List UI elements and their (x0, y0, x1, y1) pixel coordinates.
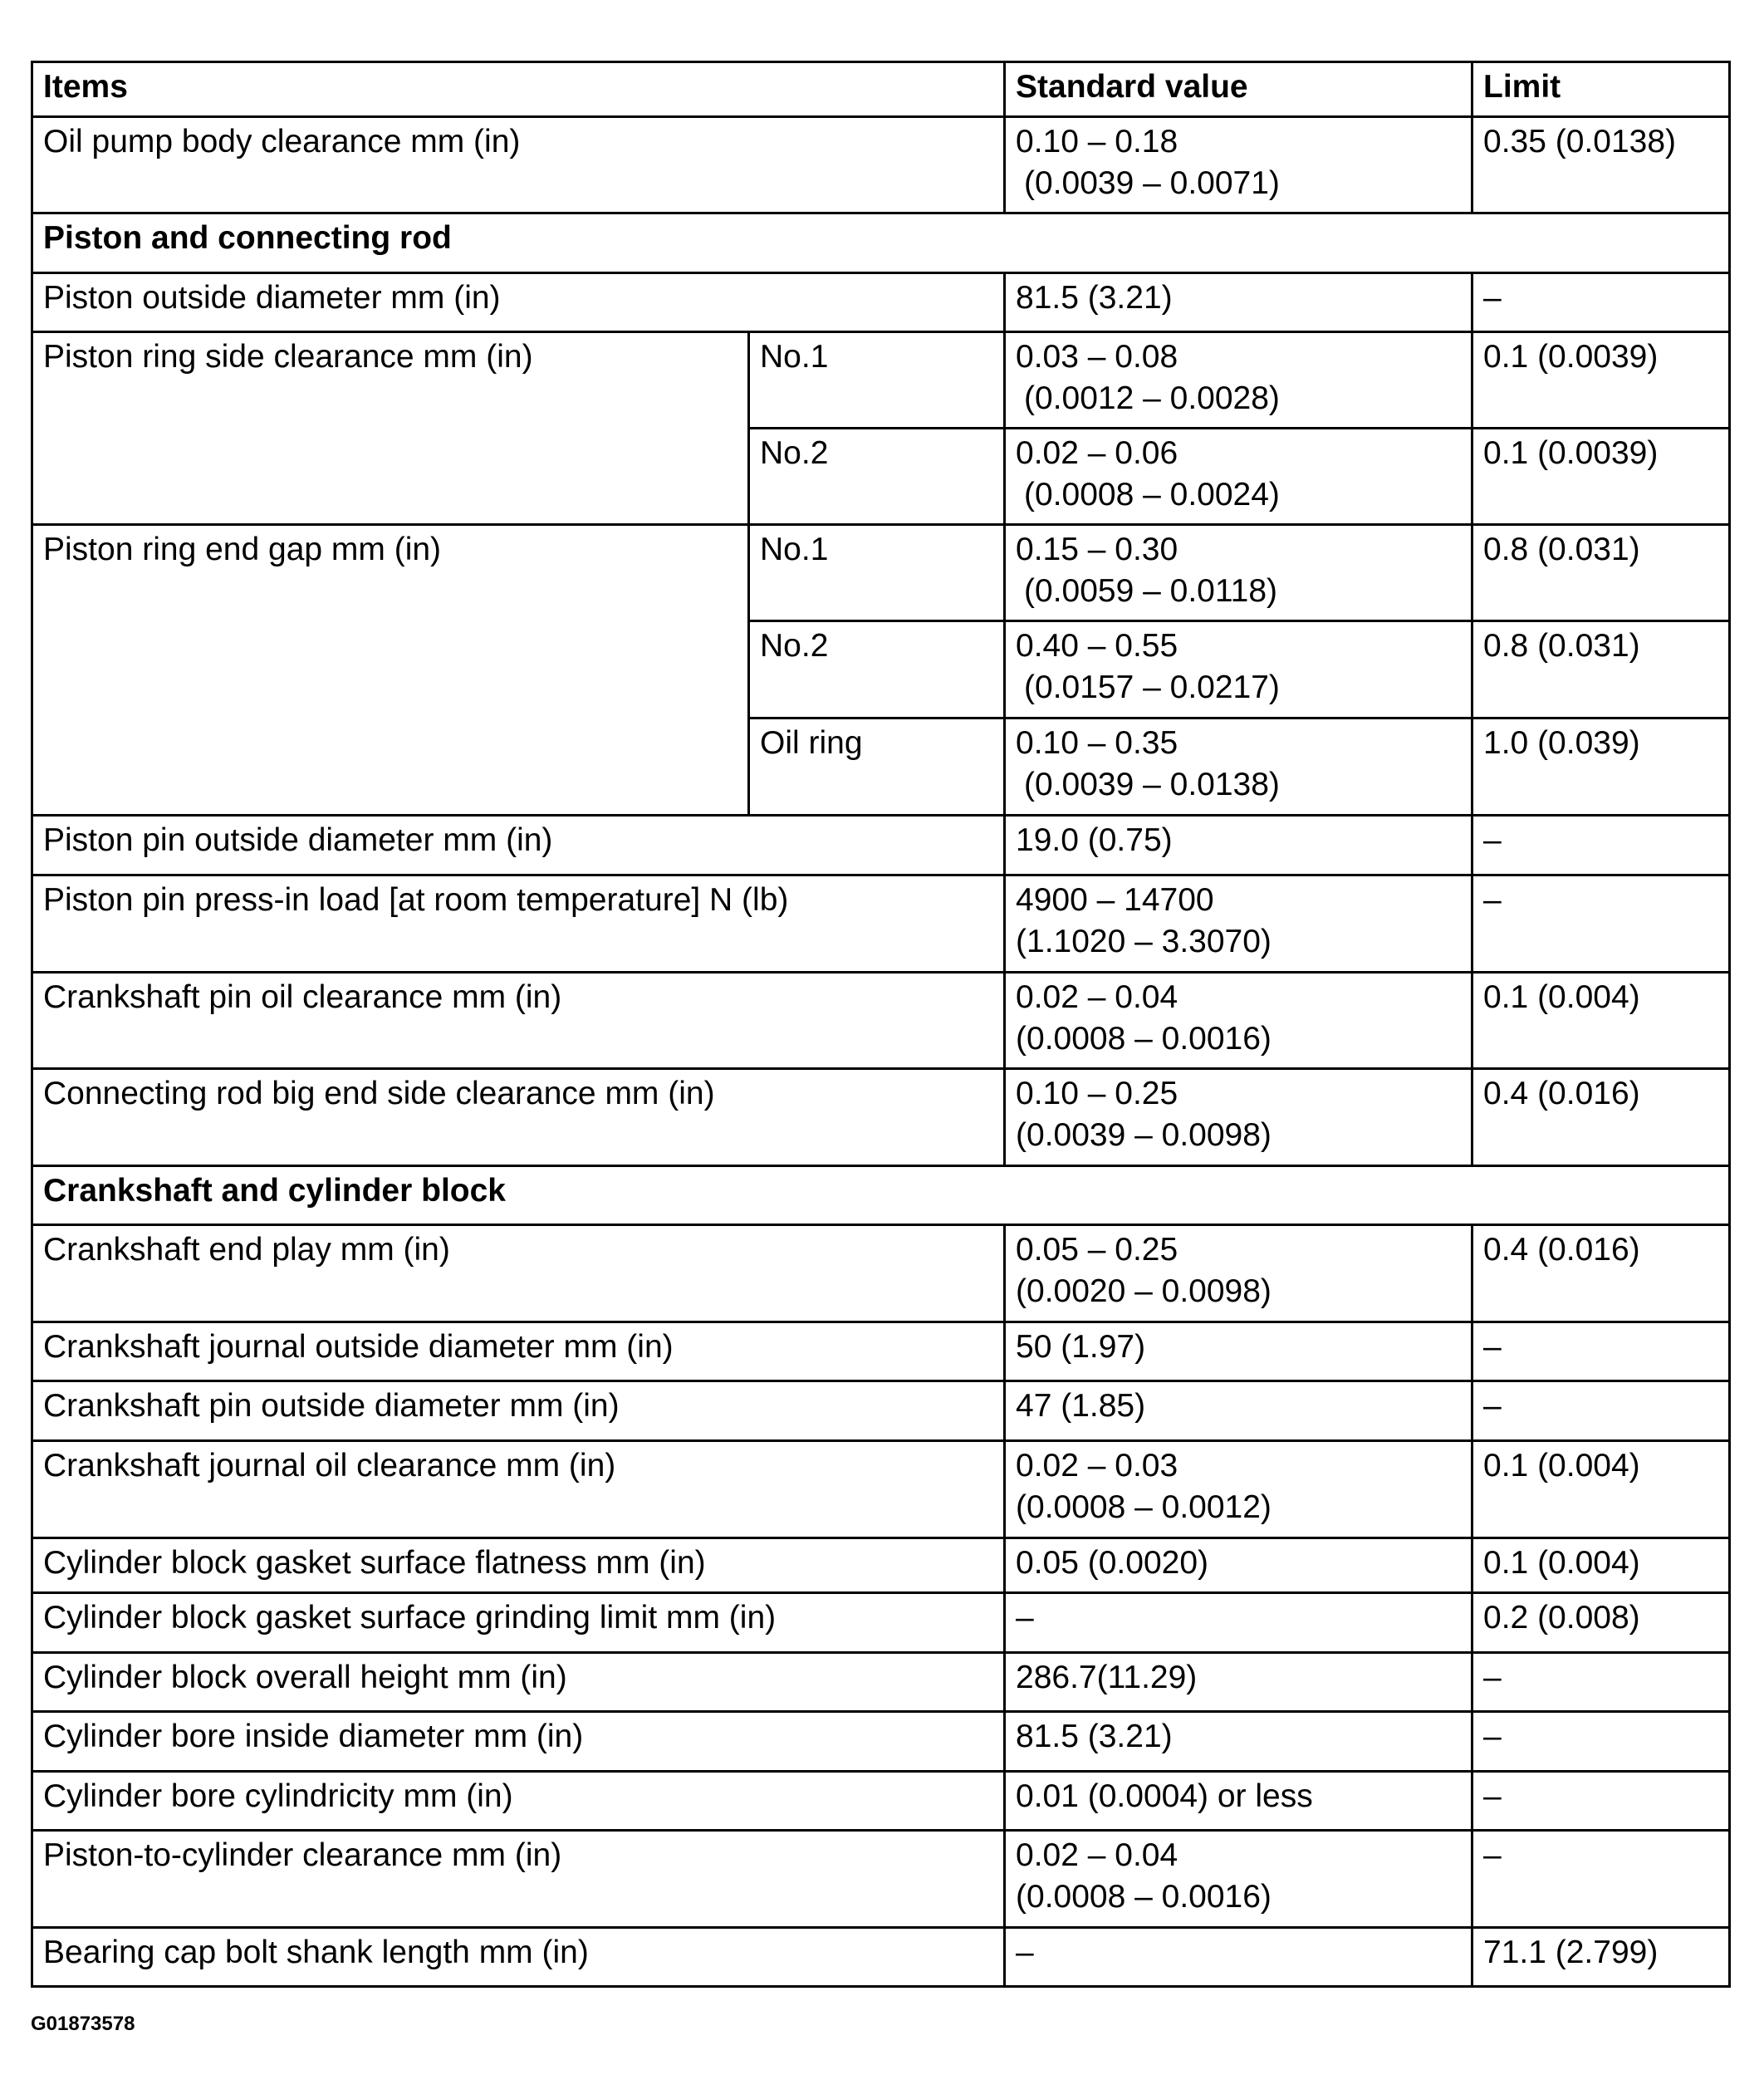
table-row (32, 273, 1730, 332)
limit-value: – (1472, 1653, 1730, 1712)
table-row (32, 1712, 1730, 1772)
table-row (32, 1538, 1730, 1593)
standard-value: 0.02 – 0.06 (0.0008 – 0.0024) (1005, 429, 1472, 525)
standard-value: 0.10 – 0.35 (0.0039 – 0.0138) (1005, 718, 1472, 816)
standard-value: 47 (1.85) (1005, 1381, 1472, 1441)
limit-value: 71.1 (2.799) (1472, 1928, 1730, 1987)
limit-value: – (1472, 1712, 1730, 1772)
item-label: Crankshaft pin oil clearance mm (in) (32, 973, 1005, 1069)
table-row (32, 525, 1730, 621)
limit-value: 0.1 (0.0039) (1472, 332, 1730, 429)
standard-value: 0.01 (0.0004) or less (1005, 1772, 1472, 1831)
table-row (32, 1225, 1730, 1322)
table-row (32, 1069, 1730, 1166)
table-row (32, 332, 1730, 429)
limit-value: 0.2 (0.008) (1472, 1593, 1730, 1653)
section-row (32, 1166, 1730, 1225)
limit-value: 0.1 (0.004) (1472, 973, 1730, 1069)
limit-value: – (1472, 875, 1730, 973)
item-label: Cylinder bore inside diameter mm (in) (32, 1712, 1005, 1772)
item-label: Crankshaft journal oil clearance mm (in) (32, 1441, 1005, 1538)
limit-value: 0.8 (0.031) (1472, 525, 1730, 621)
sub-item-label: No.1 (749, 525, 1005, 621)
item-label: Piston ring side clearance mm (in) (32, 332, 749, 525)
standard-value: 50 (1.97) (1005, 1322, 1472, 1381)
limit-value: – (1472, 1772, 1730, 1831)
limit-value: – (1472, 273, 1730, 332)
item-label: Piston pin press-in load [at room temperature] N (lb) (32, 875, 1005, 973)
table-row (32, 1928, 1730, 1987)
item-label: Cylinder block gasket surface grinding limit mm (in) (32, 1593, 1005, 1653)
sub-item-label: No.2 (749, 429, 1005, 525)
item-label: Piston outside diameter mm (in) (32, 273, 1005, 332)
figure-reference-code: G01873578 (31, 2013, 135, 2035)
item-label: Oil pump body clearance mm (in) (32, 117, 1005, 213)
table-row (32, 1772, 1730, 1831)
table-row (32, 1441, 1730, 1538)
standard-value: 0.02 – 0.04 (0.0008 – 0.0016) (1005, 1831, 1472, 1928)
item-label: Cylinder bore cylindricity mm (in) (32, 1772, 1005, 1831)
table-row (32, 1322, 1730, 1381)
item-label: Bearing cap bolt shank length mm (in) (32, 1928, 1005, 1987)
header-items: Items (32, 62, 1005, 117)
standard-value: 0.03 – 0.08 (0.0012 – 0.0028) (1005, 332, 1472, 429)
item-label: Crankshaft pin outside diameter mm (in) (32, 1381, 1005, 1441)
sub-item-label: Oil ring (749, 718, 1005, 816)
table-row (32, 973, 1730, 1069)
table-row (32, 816, 1730, 875)
limit-value: – (1472, 1831, 1730, 1928)
standard-value: 0.15 – 0.30 (0.0059 – 0.0118) (1005, 525, 1472, 621)
standard-value: 0.10 – 0.18 (0.0039 – 0.0071) (1005, 117, 1472, 213)
limit-value: 0.1 (0.0039) (1472, 429, 1730, 525)
standard-value: 0.02 – 0.03 (0.0008 – 0.0012) (1005, 1441, 1472, 1538)
section-row (32, 213, 1730, 273)
item-label: Cylinder block gasket surface flatness mm (in) (32, 1538, 1005, 1593)
item-label: Crankshaft journal outside diameter mm (in) (32, 1322, 1005, 1381)
spec-table (31, 61, 1731, 1988)
table-row (32, 1831, 1730, 1928)
sub-item-label: No.2 (749, 621, 1005, 718)
limit-value: 0.4 (0.016) (1472, 1069, 1730, 1166)
standard-value: 81.5 (3.21) (1005, 273, 1472, 332)
standard-value: – (1005, 1928, 1472, 1987)
standard-value: 0.40 – 0.55 (0.0157 – 0.0217) (1005, 621, 1472, 718)
table-row (32, 1381, 1730, 1441)
standard-value: 19.0 (0.75) (1005, 816, 1472, 875)
limit-value: 0.1 (0.004) (1472, 1441, 1730, 1538)
limit-value: – (1472, 1381, 1730, 1441)
table-row (32, 875, 1730, 973)
header-limit: Limit (1472, 62, 1730, 117)
standard-value: 81.5 (3.21) (1005, 1712, 1472, 1772)
item-label: Cylinder block overall height mm (in) (32, 1653, 1005, 1712)
header-row (32, 62, 1730, 117)
limit-value: 0.35 (0.0138) (1472, 117, 1730, 213)
header-standard-value: Standard value (1005, 62, 1472, 117)
item-label: Connecting rod big end side clearance mm (in) (32, 1069, 1005, 1166)
standard-value: 4900 – 14700 (1.1020 – 3.3070) (1005, 875, 1472, 973)
table-row (32, 117, 1730, 213)
section-title: Crankshaft and cylinder block (32, 1166, 1730, 1225)
item-label: Piston ring end gap mm (in) (32, 525, 749, 816)
limit-value: 0.1 (0.004) (1472, 1538, 1730, 1593)
standard-value: – (1005, 1593, 1472, 1653)
limit-value: 0.8 (0.031) (1472, 621, 1730, 718)
limit-value: 1.0 (0.039) (1472, 718, 1730, 816)
item-label: Crankshaft end play mm (in) (32, 1225, 1005, 1322)
item-label: Piston-to-cylinder clearance mm (in) (32, 1831, 1005, 1928)
standard-value: 0.10 – 0.25 (0.0039 – 0.0098) (1005, 1069, 1472, 1166)
standard-value: 0.05 (0.0020) (1005, 1538, 1472, 1593)
standard-value: 0.05 – 0.25 (0.0020 – 0.0098) (1005, 1225, 1472, 1322)
item-label: Piston pin outside diameter mm (in) (32, 816, 1005, 875)
limit-value: – (1472, 816, 1730, 875)
table-row (32, 1653, 1730, 1712)
section-title: Piston and connecting rod (32, 213, 1730, 273)
limit-value: 0.4 (0.016) (1472, 1225, 1730, 1322)
standard-value: 0.02 – 0.04 (0.0008 – 0.0016) (1005, 973, 1472, 1069)
table-row (32, 1593, 1730, 1653)
sub-item-label: No.1 (749, 332, 1005, 429)
standard-value: 286.7(11.29) (1005, 1653, 1472, 1712)
limit-value: – (1472, 1322, 1730, 1381)
